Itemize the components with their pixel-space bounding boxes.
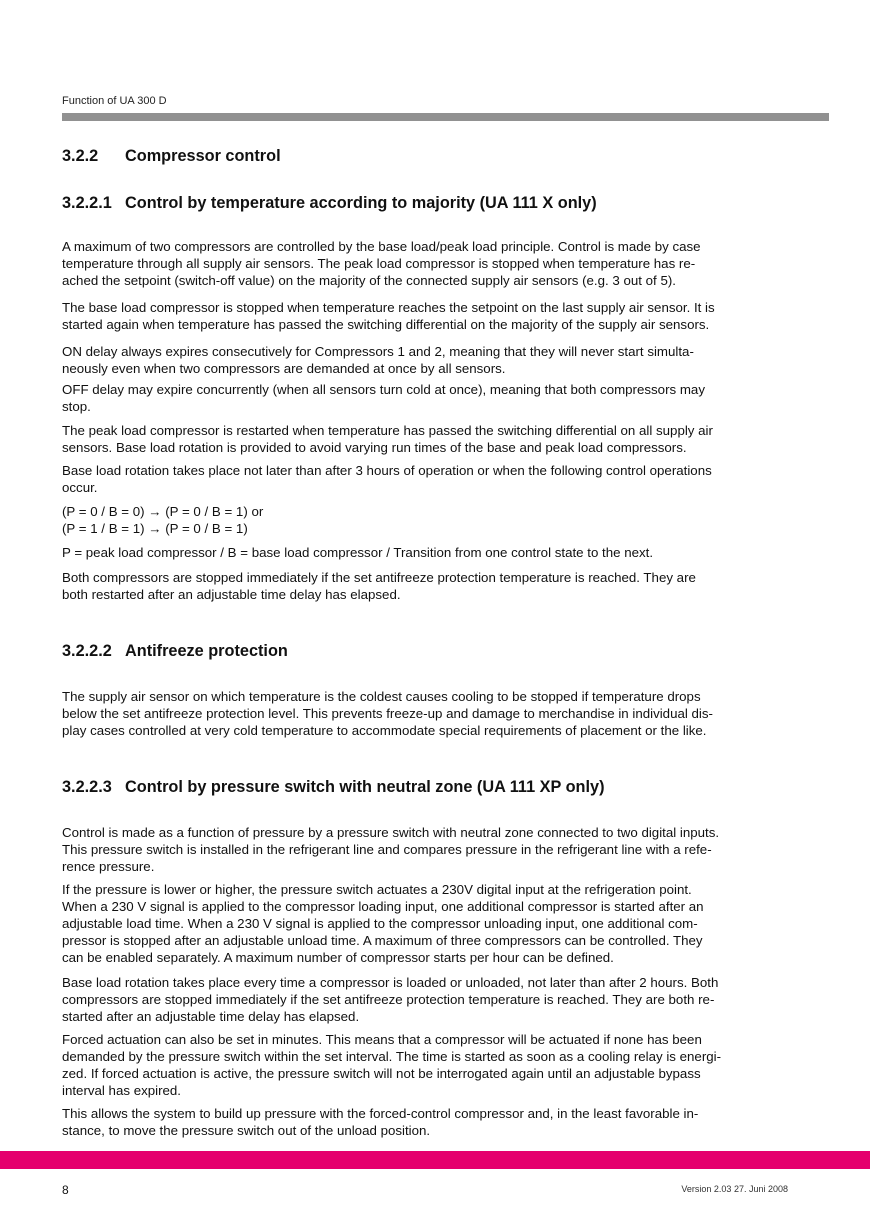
text-line: rence pressure. <box>62 859 155 874</box>
text-line: If the pressure is lower or higher, the pressure switch actuates a 230V digital input at the refrigeration point. <box>62 882 692 897</box>
text-line: started again when temperature has passed the switching differential on the majority of the supply air sensors. <box>62 317 710 332</box>
paragraph <box>62 343 694 377</box>
text-line: stop. <box>62 399 91 414</box>
text-line: Base load rotation takes place every time a compressor is loaded or unloaded, not later than after 2 hours. Both <box>62 975 719 990</box>
section-heading-3-2-2-2 <box>62 642 288 661</box>
text-line: demanded by the pressure switch within the set interval. The time is started as soon as a cooling relay is energi- <box>62 1049 722 1064</box>
running-header: Function of UA 300 D <box>62 95 167 107</box>
page-number: 8 <box>62 1183 69 1197</box>
text-line: ached the setpoint (switch-off value) on the majority of the connected supply air sensors (e.g. 3 out of 5). <box>62 273 676 288</box>
text-line: both restarted after an adjustable time delay has elapsed. <box>62 587 401 602</box>
text-line: play cases controlled at very cold temperature to accommodate special requirements of placement or the like. <box>62 723 707 738</box>
paragraph <box>62 299 715 333</box>
paragraph <box>62 381 705 415</box>
text-line: When a 230 V signal is applied to the compressor loading input, one additional compressor is started after an <box>62 899 704 914</box>
text-line: This pressure switch is installed in the refrigerant line and compares pressure in the refrigerant line with a refe- <box>62 842 712 857</box>
text-line: sensors. Base load rotation is provided to avoid varying run times of the base and peak load compressors. <box>62 440 687 455</box>
text-line: stance, to move the pressure switch out of the unload position. <box>62 1123 431 1138</box>
text-line: Base load rotation takes place not later than after 3 hours of operation or when the following control operations <box>62 463 712 478</box>
text-line: (P = 1 / B = 1) → (P = 0 / B = 1) <box>62 521 248 536</box>
heading-title: Antifreeze protection <box>125 642 288 660</box>
paragraph <box>62 544 653 561</box>
heading-number: 3.2.2.2 <box>62 642 112 660</box>
text-line: P = peak load compressor / B = base load compressor / Transition from one control state to the next. <box>62 545 654 560</box>
text-line: zed. If forced actuation is active, the pressure switch will not be interrogated again until an adjustable bypass <box>62 1066 701 1081</box>
heading-number: 3.2.2 <box>62 147 99 165</box>
paragraph <box>62 462 712 496</box>
paragraph <box>62 503 263 537</box>
text-line: This allows the system to build up pressure with the forced-control compressor and, in the least favorable in- <box>62 1106 699 1121</box>
paragraph <box>62 569 696 603</box>
text-line: occur. <box>62 480 98 495</box>
heading-title: Control by temperature according to majority (UA 111 X only) <box>125 194 597 212</box>
text-line: The base load compressor is stopped when temperature reaches the setpoint on the last supply air sensor. It is <box>62 300 715 315</box>
text-line: adjustable load time. When a 230 V signal is applied to the compressor unloading input, one additional com- <box>62 916 698 931</box>
heading-number: 3.2.2.3 <box>62 778 112 796</box>
version-info: Version 2.03 27. Juni 2008 <box>681 1184 788 1194</box>
text-line: ON delay always expires consecutively for Compressors 1 and 2, meaning that they will never start simulta- <box>62 344 694 359</box>
heading-title: Compressor control <box>125 147 281 165</box>
section-heading-3-2-2 <box>62 147 281 166</box>
text-line: pressor is stopped after an adjustable unload time. A maximum of three compressors can be controlled. They <box>62 933 703 948</box>
text-line: (P = 0 / B = 0) → (P = 0 / B = 1) or <box>62 504 264 519</box>
text-line: Control is made as a function of pressure by a pressure switch with neutral zone connected to two digital inputs. <box>62 825 720 840</box>
text-line: Both compressors are stopped immediately if the set antifreeze protection temperature is reached. They are <box>62 570 696 585</box>
text-line: neously even when two compressors are demanded at once by all sensors. <box>62 361 506 376</box>
text-line: below the set antifreeze protection level. This prevents freeze-up and damage to merchandise in individual dis- <box>62 706 713 721</box>
text-line: The peak load compressor is restarted when temperature has passed the switching differential on all supply air <box>62 423 713 438</box>
heading-number: 3.2.2.1 <box>62 194 112 212</box>
text-line: OFF delay may expire concurrently (when all sensors turn cold at once), meaning that both compressors may <box>62 382 705 397</box>
paragraph <box>62 1105 698 1139</box>
text-line: A maximum of two compressors are controlled by the base load/peak load principle. Control is made by case <box>62 239 701 254</box>
section-heading-3-2-2-3 <box>62 778 605 797</box>
text-line: interval has expired. <box>62 1083 181 1098</box>
text-line: started after an adjustable time delay has elapsed. <box>62 1009 360 1024</box>
header-divider <box>62 113 829 121</box>
paragraph <box>62 688 713 739</box>
heading-title: Control by pressure switch with neutral zone (UA 111 XP only) <box>125 778 605 796</box>
paragraph <box>62 422 713 456</box>
paragraph <box>62 824 719 875</box>
section-heading-3-2-2-1 <box>62 194 597 213</box>
text-line: can be enabled separately. A maximum number of compressor starts per hour can be defined. <box>62 950 614 965</box>
paragraph <box>62 1031 721 1099</box>
paragraph <box>62 974 718 1025</box>
text-line: compressors are stopped immediately if the set antifreeze protection temperature is reached. They are both re- <box>62 992 715 1007</box>
paragraph <box>62 238 701 289</box>
paragraph <box>62 881 704 966</box>
text-line: Forced actuation can also be set in minutes. This means that a compressor will be actuated if none has been <box>62 1032 702 1047</box>
footer-bar <box>0 1151 870 1169</box>
text-line: temperature through all supply air sensors. The peak load compressor is stopped when temperature has re- <box>62 256 696 271</box>
text-line: The supply air sensor on which temperature is the coldest causes cooling to be stopped if temperature drops <box>62 689 701 704</box>
